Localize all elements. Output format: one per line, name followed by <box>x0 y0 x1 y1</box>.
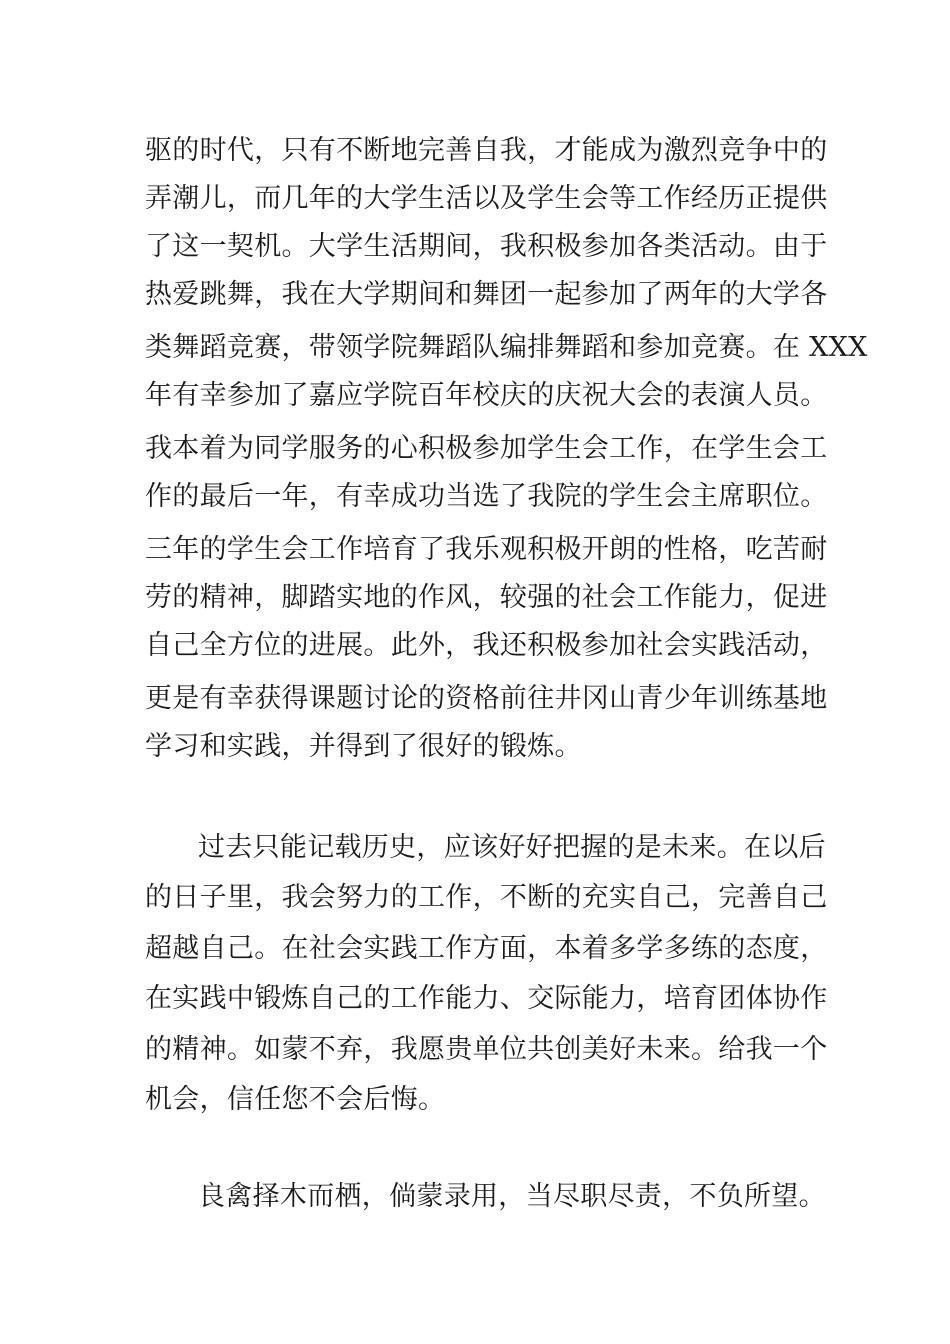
paragraph-line: 机会，信任您不会后悔。 <box>145 1084 446 1115</box>
paragraph-line: 超越自己。在社会实践工作方面，本着多学多练的态度， <box>145 933 828 964</box>
paragraph-line: 更是有幸获得课题讨论的资格前往井冈山青少年训练基地 <box>145 683 828 714</box>
paragraph-line: 的日子里，我会努力的工作，不断的充实自己，完善自己 <box>145 882 828 913</box>
paragraph-line: 自己全方位的进展。此外，我还积极参加社会实践活动， <box>145 630 828 661</box>
paragraph-line: 三年的学生会工作培育了我乐观积极开朗的性格，吃苦耐 <box>145 534 828 565</box>
paragraph-line: 年有幸参加了嘉应学院百年校庆的庆祝大会的表演人员。 <box>145 380 828 411</box>
paragraph-line: 驱的时代，只有不断地完善自我，才能成为激烈竞争中的 <box>145 135 828 166</box>
paragraph-line: 在实践中锻炼自己的工作能力、交际能力，培育团体协作 <box>145 983 828 1014</box>
paragraph-line: 劳的精神，脚踏实地的作风，较强的社会工作能力，促进 <box>145 582 828 613</box>
paragraph-line: 了这一契机。大学生活期间，我积极参加各类活动。由于 <box>145 231 828 262</box>
paragraph-line: 过去只能记载历史，应该好好把握的是未来。在以后 <box>198 832 826 863</box>
paragraph-line: 良禽择木而栖，倘蒙录用，当尽职尽责，不负所望。 <box>198 1181 826 1212</box>
paragraph-line: 的精神。如蒙不弃，我愿贵单位共创美好未来。给我一个 <box>145 1034 828 1065</box>
paragraph-line: 类舞蹈竞赛，带领学院舞蹈队编排舞蹈和参加竞赛。在 XXX <box>145 332 868 363</box>
paragraph-line: 弄潮儿，而几年的大学生活以及学生会等工作经历正提供 <box>145 183 828 214</box>
paragraph-line: 学习和实践，并得到了很好的锻炼。 <box>145 731 582 762</box>
paragraph-line: 我本着为同学服务的心积极参加学生会工作，在学生会工 <box>145 433 828 464</box>
paragraph-line: 热爱跳舞，我在大学期间和舞团一起参加了两年的大学各 <box>145 279 828 310</box>
paragraph-line: 作的最后一年，有幸成功当选了我院的学生会主席职位。 <box>145 481 828 512</box>
